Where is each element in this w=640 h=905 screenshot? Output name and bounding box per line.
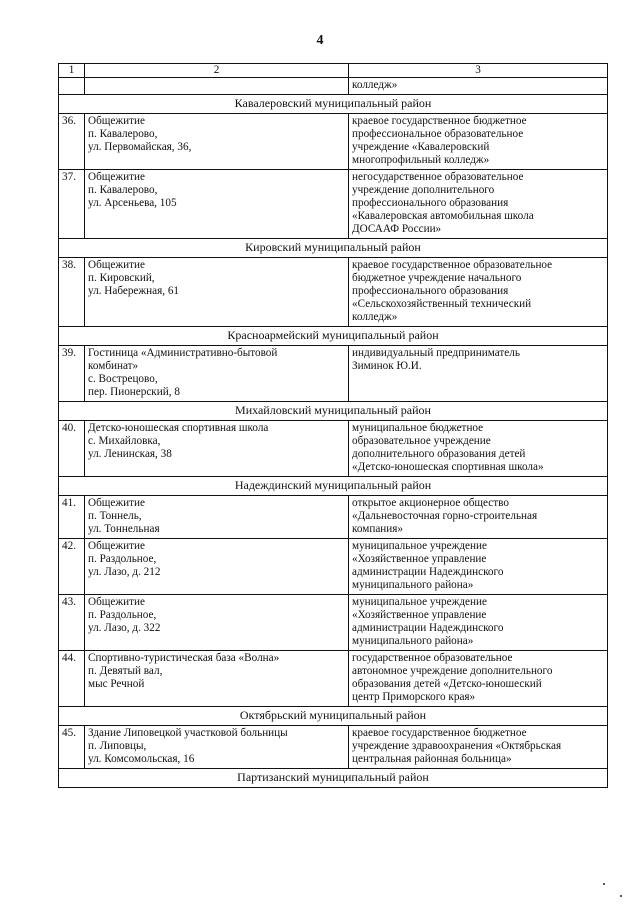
facility-line: п. Кировский, xyxy=(88,272,155,284)
facility-line: п. Раздольное, xyxy=(88,609,157,621)
facility-line: Общежитие xyxy=(88,540,145,552)
row-number xyxy=(59,78,85,95)
owner-line: «Хозяйственное управление xyxy=(352,553,487,565)
facility-address-cell xyxy=(85,539,349,595)
facility-address-cell xyxy=(85,595,349,651)
facility-line: Общежитие xyxy=(88,259,145,271)
facility-line: п. Девятый вал, xyxy=(88,665,163,677)
owner-organization-cell xyxy=(349,421,608,477)
owner-line: центр Приморского края» xyxy=(352,691,476,703)
facility-address-cell xyxy=(85,496,349,539)
owner-line: администрации Надеждинского xyxy=(352,566,504,578)
facility-line: ул. Лазо, д. 322 xyxy=(88,622,161,634)
facility-line: мыс Речной xyxy=(88,678,145,690)
district-title: Красноармейский муниципальный район xyxy=(59,327,608,346)
facility-line: с. Вострецово, xyxy=(88,373,158,385)
district-title: Партизанский муниципальный район xyxy=(59,769,608,788)
column-number-3: 3 xyxy=(349,64,608,78)
row-number: 38. xyxy=(59,258,85,327)
table-row xyxy=(59,170,608,239)
district-section-row xyxy=(59,402,608,421)
owner-line: «Дальневосточная горно-строительная xyxy=(352,510,538,522)
facility-line: п. Тоннель, xyxy=(88,510,142,522)
facility-line: п. Кавалерово, xyxy=(88,128,158,140)
row-number: 37. xyxy=(59,170,85,239)
owner-line: Зиминок Ю.И. xyxy=(352,360,422,372)
page-number: 4 xyxy=(316,33,324,48)
row-number: 41. xyxy=(59,496,85,539)
facility-address-cell xyxy=(85,726,349,769)
owner-line: центральная районная больница» xyxy=(352,753,512,765)
owner-line: учреждение «Кавалеровский xyxy=(352,141,490,153)
owner-line: муниципального района» xyxy=(352,579,474,591)
row-number: 43. xyxy=(59,595,85,651)
facility-line: Общежитие xyxy=(88,171,145,183)
owner-line: образования детей «Детско-юношеский xyxy=(352,678,542,690)
owner-organization-cell xyxy=(349,726,608,769)
facility-line: ул. Комсомольская, 16 xyxy=(88,753,195,765)
facility-address-cell xyxy=(85,651,349,707)
table-row xyxy=(59,595,608,651)
column-number-2: 2 xyxy=(85,64,349,78)
owner-line: государственное образовательное xyxy=(352,652,513,664)
facility-line: ул. Тоннельная xyxy=(88,523,160,535)
owner-line: профессиональное образовательное xyxy=(352,128,524,140)
owner-line: автономное учреждение дополнительного xyxy=(352,665,553,677)
owner-line: колледж» xyxy=(352,311,398,323)
owner-line: муниципального района» xyxy=(352,635,474,647)
owner-line: бюджетное учреждение начального xyxy=(352,272,522,284)
facility-line: Общежитие xyxy=(88,115,145,127)
facility-address-cell xyxy=(85,114,349,170)
owner-line: администрации Надеждинского xyxy=(352,622,504,634)
row-number: 45. xyxy=(59,726,85,769)
facility-line: ул. Набережная, 61 xyxy=(88,285,180,297)
facility-line: Детско-юношеская спортивная школа xyxy=(88,422,269,434)
table-row xyxy=(59,651,608,707)
table-row xyxy=(59,726,608,769)
owner-line: дополнительного образования детей xyxy=(352,448,526,460)
row-number: 44. xyxy=(59,651,85,707)
owner-line: ДОСААФ России» xyxy=(352,223,442,235)
facility-address-cell xyxy=(85,346,349,402)
scan-speck xyxy=(603,883,605,885)
district-title: Кавалеровский муниципальный район xyxy=(59,95,608,114)
facility-line: Здание Липовецкой участковой больницы xyxy=(88,727,288,739)
table-row xyxy=(59,346,608,402)
owner-line: «Детско-юношеская спортивная школа» xyxy=(352,461,544,473)
facility-address-cell xyxy=(85,258,349,327)
scan-speck xyxy=(620,895,622,897)
owner-organization-cell xyxy=(349,651,608,707)
owner-line: учреждение здравоохранения «Октябрьская xyxy=(352,740,562,752)
facility-line: Общежитие xyxy=(88,497,145,509)
district-section-row xyxy=(59,327,608,346)
row-number: 39. xyxy=(59,346,85,402)
owner-organization-cell xyxy=(349,114,608,170)
row-number: 40. xyxy=(59,421,85,477)
table-row xyxy=(59,539,608,595)
owner-line: «Хозяйственное управление xyxy=(352,609,487,621)
column-number-row xyxy=(59,64,608,78)
owner-organization-cell xyxy=(349,346,608,402)
district-section-row xyxy=(59,769,608,788)
facility-address-cell xyxy=(85,78,349,95)
owner-line: муниципальное учреждение xyxy=(352,596,487,608)
owner-line: «Сельскохозяйственный технический xyxy=(352,298,532,310)
facility-line: комбинат» xyxy=(88,360,139,372)
table-row xyxy=(59,78,608,95)
table-row xyxy=(59,421,608,477)
facility-line: п. Кавалерово, xyxy=(88,184,158,196)
owner-line: многопрофильный колледж» xyxy=(352,154,490,166)
owner-line: индивидуальный предприниматель xyxy=(352,347,520,359)
district-section-row xyxy=(59,477,608,496)
facility-address-cell xyxy=(85,421,349,477)
owner-line: профессионального образования xyxy=(352,285,509,297)
owner-organization-cell xyxy=(349,78,608,95)
facility-line: ул. Арсеньева, 105 xyxy=(88,197,177,209)
district-title: Надеждинский муниципальный район xyxy=(59,477,608,496)
table-row xyxy=(59,258,608,327)
facility-line: ул. Лазо, д. 212 xyxy=(88,566,161,578)
owner-organization-cell xyxy=(349,595,608,651)
facility-line: Гостиница «Административно-бытовой xyxy=(88,347,278,359)
facility-line: с. Михайловка, xyxy=(88,435,161,447)
owner-line: открытое акционерное общество xyxy=(352,497,509,509)
owner-line: краевое государственное бюджетное xyxy=(352,115,527,127)
facilities-table xyxy=(58,63,608,788)
row-number: 42. xyxy=(59,539,85,595)
facility-line: Спортивно-туристическая база «Волна» xyxy=(88,652,280,664)
owner-organization-cell xyxy=(349,496,608,539)
owner-line: образовательное учреждение xyxy=(352,435,491,447)
column-number-1: 1 xyxy=(59,64,85,78)
district-section-row xyxy=(59,239,608,258)
owner-line: муниципальное учреждение xyxy=(352,540,487,552)
owner-line: компания» xyxy=(352,523,403,535)
owner-line: муниципальное бюджетное xyxy=(352,422,484,434)
owner-line: негосударственное образовательное xyxy=(352,171,524,183)
facility-line: п. Липовцы, xyxy=(88,740,147,752)
table-row xyxy=(59,496,608,539)
owner-line: «Кавалеровская автомобильная школа xyxy=(352,210,534,222)
district-title: Кировский муниципальный район xyxy=(59,239,608,258)
owner-line: краевое государственное бюджетное xyxy=(352,727,527,739)
table-body xyxy=(59,64,608,788)
owner-line: колледж» xyxy=(352,79,398,91)
district-section-row xyxy=(59,95,608,114)
owner-line: учреждение дополнительного xyxy=(352,184,495,196)
owner-organization-cell xyxy=(349,258,608,327)
table-row xyxy=(59,114,608,170)
owner-line: краевое государственное образовательное xyxy=(352,259,553,271)
facility-line: пер. Пионерский, 8 xyxy=(88,386,180,398)
facility-line: ул. Ленинская, 38 xyxy=(88,448,172,460)
district-title: Октябрьский муниципальный район xyxy=(59,707,608,726)
facility-address-cell xyxy=(85,170,349,239)
row-number: 36. xyxy=(59,114,85,170)
district-section-row xyxy=(59,707,608,726)
owner-line: профессионального образования xyxy=(352,197,509,209)
facility-line: Общежитие xyxy=(88,596,145,608)
owner-organization-cell xyxy=(349,170,608,239)
facility-line: п. Раздольное, xyxy=(88,553,157,565)
district-title: Михайловский муниципальный район xyxy=(59,402,608,421)
owner-organization-cell xyxy=(349,539,608,595)
facility-line: ул. Первомайская, 36, xyxy=(88,141,192,153)
